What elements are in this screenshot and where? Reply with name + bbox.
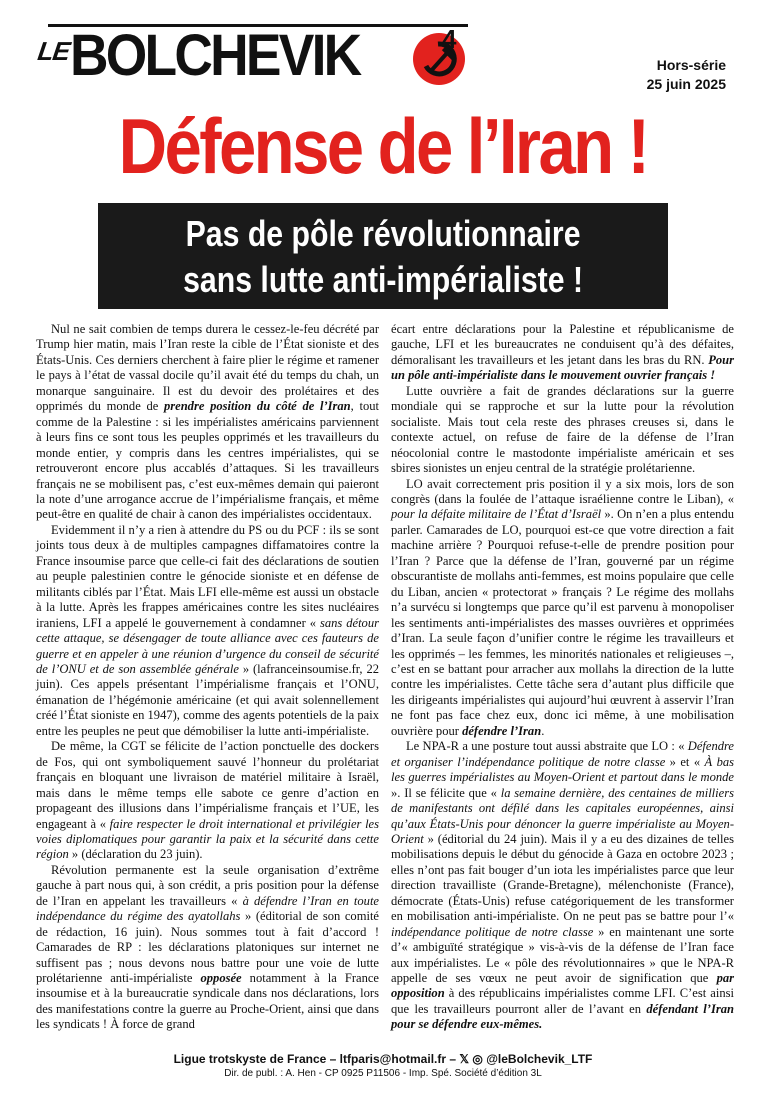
issue-info xyxy=(647,56,726,94)
emphasis: sans détour cette attaque, se désengager de toute alliance avec ces fauteurs de guerre et en appeler à une réunion d’urgence du conseil de sécurité de l’ONU et de son assemblée générale xyxy=(36,615,379,676)
right-column xyxy=(391,322,734,1045)
text-run: » (déclaration du 23 juin). xyxy=(68,847,203,862)
text-run: » (éditorial de son comité de rédaction, 16 juin). Nous sommes tout à fait d’accord ! Camarades de RP : les déclarations platoniques sur internet ne suffisent pas ; nous devons nous battre pour une voie de lutte prolétarienne anti-impérialiste xyxy=(36,909,379,986)
logo-number: 4 xyxy=(442,26,457,54)
text-run: De même, la CGT se félicite de l’action ponctuelle des dockers de Fos, qui ont symboliquement sauvé l’honneur du prolétariat français en bloquant une livraison de matériel militaire à Israël, mais dans le même temps elle sabote ce genre d’action en propageant des illusions dans l’impérialisme français et l’UE, les engageant à « xyxy=(36,739,379,831)
footer xyxy=(0,1051,766,1081)
paragraph xyxy=(36,739,379,863)
text-run: Nul ne sait combien de temps durera le cessez-le-feu décrété par Trump hier matin, mais l’Iran reste la cible de l’État sioniste et des États-Unis. Ces derniers cherchent à faire plier le régime et ramener le pays à l’état de vassal docile qu’il avait été du temps du chah, un monarque sanguinaire. Il est du devoir des prolétaires et des opprimés du monde de xyxy=(36,322,379,414)
emphasis: À bas les guerres impérialistes au Moyen-Orient et partout dans le monde xyxy=(391,754,734,785)
text-run: Lutte ouvrière a fait de grandes déclarations sur la guerre mondiale qui se rapproche et sur la lutte pour la révolution socialiste. Mais tout cela reste des phrases creuses si, dans le contexte actuel, on refuse de faire de la défense de l’Iran néocolonial contre le mastodonte impérialiste américain et ses sbires sionistes un enjeu central de la stratégie prolétarienne. xyxy=(391,383,734,476)
emphasis: prendre position du côté de l’Iran xyxy=(163,399,351,414)
text-run: Evidemment il n’y a rien à attendre du PS ou du PCF : ils se sont joints tous deux à de multiples campagnes diffamatoires contre la France insoumise parce que celle-ci fait des déclarations de soutien au peuple palestinien contre le génocide sioniste et en défense de militants ciblés par l’État. Mais LFI elle-même est aussi un obstacle à la lutte. Après les frappes américaines contre les sites nucléaires iraniens, LFI a appelé le gouvernement à condamner « xyxy=(36,522,379,630)
text-run: écart entre déclarations pour la Palestine et républicanisme de gauche, LFI et les bureaucrates ne conduisent qu’à des défaites, démoralisant les travailleurs et les jetant dans les bras du RN. xyxy=(391,322,734,367)
emphasis: Défendre et organiser l’indépendance politique de notre classe xyxy=(391,739,734,769)
text-run: Révolution permanente est la seule organisation d’extrême gauche à part nous qui, à son crédit, a pris position pour la défense de l’Iran en appelant les travailleurs « xyxy=(36,862,379,908)
hammer-sickle-logo-icon xyxy=(408,26,470,88)
paragraph xyxy=(391,322,734,384)
text-run: à des républicains impérialistes comme LFI. C’est ainsi que les travailleurs pourront aller de l’avant en xyxy=(391,986,734,1016)
text-run: ». Il se félicite que « xyxy=(391,785,501,800)
left-column xyxy=(36,322,379,1045)
text-run: » (éditorial du 24 juin). Mais il y a eu des dizaines de telles mobilisations depuis le début du génocide à Gaza en octobre 2023 ; elles n’ont pas fait bouger d’un iota les impérialistes parce que leur direction travailliste (Grande-Bretagne), mélenchoniste (France), démocrate (États-Unis) refuse catégoriquement de les transformer en mobilisation anti-impérialiste. On ne peut pas se battre pour l’« xyxy=(391,831,734,924)
emphasis: faire respecter le droit international et privilégier les voies diplomatiques pour garantir la paix et la sécurité dans cette région xyxy=(36,816,380,862)
paragraph xyxy=(36,863,379,1033)
emphasis: par opposition xyxy=(391,971,734,1001)
footer-org: Ligue trotskyste de France – ltfparis@hotmail.fr – xyxy=(173,1052,457,1066)
emphasis: opposée xyxy=(200,971,242,986)
emphasis: défendant l’Iran pour se défendre eux-mêmes. xyxy=(391,1001,734,1032)
text-run: Le NPA-R a une posture tout aussi abstraite que LO : « xyxy=(406,739,688,754)
paragraph xyxy=(391,739,734,1033)
masthead-le: LE xyxy=(35,36,72,66)
footer-legal: Dir. de publ. : A. Hen - CP 0925 P11506 - Imp. Spé. Société d’édition 3L xyxy=(224,1068,542,1079)
text-run: ». On n’en a plus entendu parler. Camarades de LO, pourquoi est-ce que votre direction a fait machine arrière ? Pourquoi refuse-t-elle de prendre position pour l’Iran ? Parce que la défense de l’Iran, gouverné par un régime obscurantiste de mollahs anti-femmes, est moins populaire que celle du Liban, ancien « protectorat » français ? Le régime des mollahs n’a survécu si longtemps que parce qu’il est parvenu à monopoliser les sentiments anti-impérialistes des masses ouvrières et opprimées d’Iran. La seule façon d’unifier contre le régime les travailleurs et les opprimés – les femmes, les minorités nationales et religieuses –, c’est en se battant pour arracher aux mollahs la direction de la lutte contre les impérialistes. Cette tâche sera d’autant plus difficile que les dirigeants impérialistes qui aujourd’hui œuvrent à asservir l’Iran ne font pas face chez eux, donc ici même, à une mobilisation ouvrière pour xyxy=(391,507,734,738)
text-run: » (lafranceinsoumise.fr, 22 juin). Ces appels présentant l’impérialisme français et l’ONU, émanation de l’hégémonie américaine (et qui avait solennellement créé l’État sioniste en 1947), comme des agents potentiels de la paix entre les peuples ne peut que démobiliser la lutte anti-impérialiste. xyxy=(36,661,379,738)
paragraph xyxy=(36,322,379,523)
paragraph xyxy=(36,523,379,739)
headline: Défense de l’Iran ! xyxy=(118,102,648,190)
text-run: » en maintenant une sorte d’« ambiguïté stratégique » vis-à-vis de la défense de l’Iran face aux impérialistes. Le « pôle des révolutionnaires » que le NPA-R appelle de ses vœux ne peut avoir de signification que xyxy=(391,924,734,986)
issue-label: Hors-série xyxy=(656,57,726,73)
issue-date: 25 juin 2025 xyxy=(646,76,726,92)
article-body xyxy=(36,322,734,1045)
footer-handle[interactable]: @leBolchevik_LTF xyxy=(486,1052,593,1066)
subheadline-line1: Pas de pôle révolutionnaire xyxy=(185,213,581,254)
emphasis: Pour un pôle anti-impérialiste dans le mouvement ouvrier français ! xyxy=(391,352,734,383)
masthead-title: BOLCHEVIK xyxy=(70,23,360,88)
paragraph xyxy=(391,477,734,740)
emphasis: défendre l’Iran xyxy=(462,723,542,738)
text-run: LO avait correctement pris position il y a six mois, lors de son congrès (dans la foulée de l’attaque israélienne contre le Liban), « xyxy=(391,476,734,506)
paragraph xyxy=(391,384,734,477)
emphasis: à défendre l’Iran en toute indépendance du régime des ayatollahs xyxy=(36,893,380,924)
social-icons[interactable]: 𝕏 ◎ xyxy=(459,1052,483,1066)
emphasis: indépendance politique de notre classe xyxy=(391,924,594,939)
text-run: , tout comme de la Palestine : si les impérialistes américains parviennent à leurs fins ce sont tous les peuples opprimés et les travailleurs du monde entier, y compris dans les centres impérialistes, qui se retrouveront encore plus accablés d’attaques. Si les travailleurs français ne se mobilisent pas, c’est eux-mêmes demain qui paieront la note d’une arrogance accrue de l’impérialisme français, et même peut-être en qualité de chair à canon des impérialistes occidentaux. xyxy=(36,399,379,522)
emphasis: la semaine dernière, des centaines de milliers de manifestants ont défilé dans les capitales européennes, ainsi qu’aux États-Unis pour dénoncer la guerre impérialiste au Moyen-Orient xyxy=(391,785,734,846)
subheadline-line2: sans lutte anti-impérialiste ! xyxy=(183,259,583,300)
emphasis: pour la défaite militaire de l’État d’Israël xyxy=(391,507,602,522)
subheadline-box xyxy=(98,203,668,309)
text-run: . xyxy=(541,723,545,738)
text-run: » et « xyxy=(665,754,705,769)
text-run: notamment à la France insoumise et à la bureaucratie syndicale dans nos déclarations, lors des manifestations contre la guerre au Proche-Orient, ainsi que dans les syndicats ! À force de grand xyxy=(36,971,379,1032)
